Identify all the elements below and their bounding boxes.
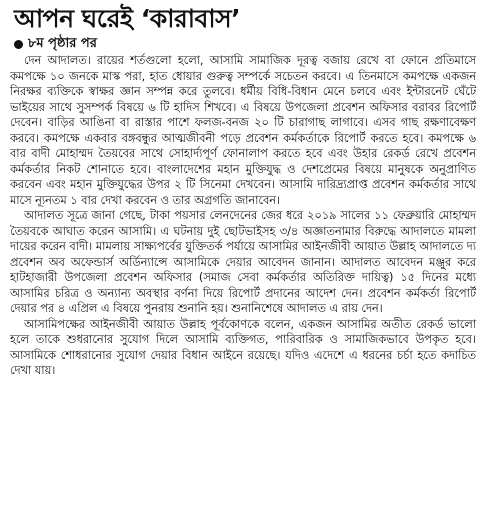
article-paragraph: দেন আদালত। রায়ের শর্তগুলো হলো, আসামি সামাজিক দূরত্ব বজায় রেখে বা ফোনে প্রতিমাসে কমপক্ষে ১০ জনকে মাস্ক পরা, হাত ধোয়ার গুরুত্ব সম্পর্কে সচেতন করবে। এ তিনমাসে কমপক্ষে একজন নিরক্ষর ব্যক্তিকে স্বাক্ষর জ্ঞান সম্পন্ন করে তুলবে। ধর্মীয় বিধি-বিধান মেনে চলবে এবং ইন্টারনেট ঘেঁটে ভাইয়ের সাথে সুসম্পর্ক বিষয়ে ৬ টি হাদিস শিখবে। এ বিষয়ে উপজেলা প্রবেশন অফিসার বরাবর রিপোর্ট দেবেন। বাড়ির আঙিনা বা রাস্তার পাশে ফলজ-বনজ ২০ টি চারাগাছ লাগাবে। এসব গাছ রক্ষণাবেক্ষণ করবে। কমপক্ষে একবার বঙ্গবন্ধুর আত্মজীবনী পড়ে প্রবেশন কর্মকর্তাকে রিপোর্ট করতে হবে। কমপক্ষে ৬ বার বাদী মোহাম্মদ তৈয়বের সাথে সোহার্দ্যপূর্ণ ফোনালাপ করতে হবে এবং উহার রেকর্ড রেখে প্রবেশন কর্মকর্তার নিকট শোনাতে হবে। বাংলাদেশের মহান মুক্তিযুদ্ধ ও দেশপ্রেমের বিষয়ে মানুষকে অনুপ্রাণিত করবেন এবং মহান মুক্তিযুদ্ধের উপর ২ টি সিনেমা দেখবেন। আসামি দারিদ্র্যপ্রাপ্ত প্রবেশন কর্মকর্তার সাথে মাসে ন্যূনতম ১ বার দেখা করবেন ও তার অগ্রগতি জানাবেন। — [10, 54, 476, 207]
article-body — [10, 53, 476, 379]
headline: আপন ঘরেই ‘কারাবাস’ — [14, 4, 241, 33]
continued-from-line — [14, 36, 476, 52]
article-paragraph: আসামিপক্ষের আইনজীবী আয়াত উল্লাহ পূর্বকোণকে বলেন, একজন আসামির অতীত রেকর্ড ভালো হলে তাকে শুধরানোর সুযোগ দিলে আসামি ব্যক্তিগত, পারিবারিক ও সামাজিকভাবে উপকৃত হবে। আসামিকে শোধরানোর সুযোগ দেয়ার বিধান আইনে রয়েছে। যদিও এদেশে এ ধরনের চর্চা হতে কদাচিত দেখা যায়। — [10, 317, 476, 377]
bullet-icon — [14, 40, 23, 49]
article-paragraph: আদালত সূত্রে জানা গেছে, টাকা পয়সার লেনদেনের জের ধরে ২০১৯ সালের ১১ ফেব্রুয়ারি মোহাম্মদ তৈয়বকে আঘাত করেন আসামি। এ ঘটনায় দুই ছোটভাইসহ ৩/৪ অজ্ঞাতনামার বিরুদ্ধে আদালতে মামলা দায়ের করেন বাদী। মামলায় সাক্ষ্যপর্বের যুক্তিতর্ক পর্যায়ে আসামির আইনজীবী আয়াত উল্লাহ আদালতে দ্য প্রবেশন অব অফেন্ডার্স অর্ডিন্যান্সে আসামিকে দেয়ার আবেদন জানান। আদালত আবেদন মঞ্জুর করে হাটহাজারী উপজেলা প্রবেশন অফিসার (সমাজ সেবা কর্মকর্তার অতিরিক্ত দায়িত্ব) ১৫ দিনের মধ্যে আসামির চরিত্র ও অন্যান্য অবস্থার বর্ণনা দিয়ে রিপোর্ট প্রদানের আদেশ দেন। প্রবেশন কর্মকর্তা রিপোর্ট দেয়ার পর ৪ এপ্রিল এ বিষয়ে পুনরায় শুনানি হয়। শুনানিশেষে আদালত এ রায় দেন। — [10, 209, 476, 315]
continued-from-text: ৮ম পৃষ্ঠার পর — [28, 36, 97, 51]
